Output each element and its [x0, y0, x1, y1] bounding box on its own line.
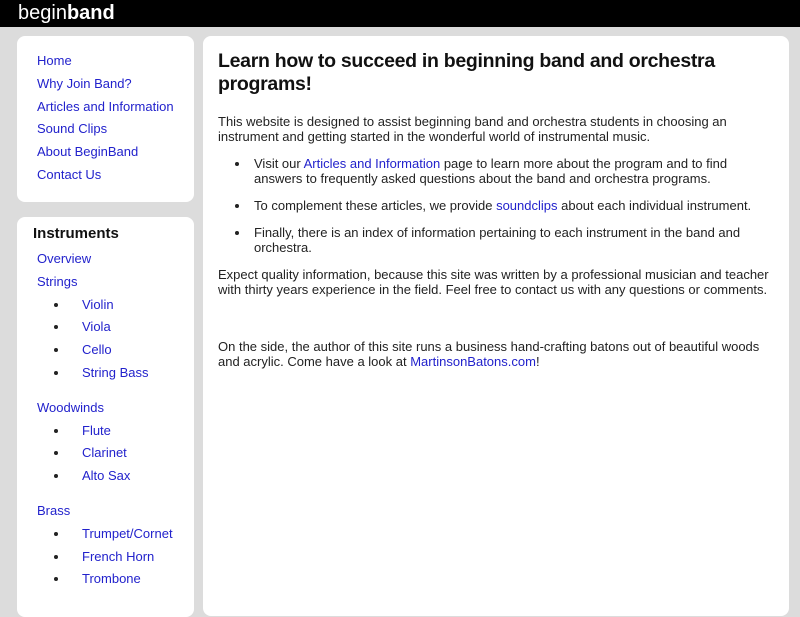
nav-home[interactable]: Home	[37, 53, 72, 68]
text: To complement these articles, we provide	[254, 198, 497, 213]
text: about each individual instrument.	[557, 198, 752, 213]
soundclips-link[interactable]: soundclips	[496, 198, 558, 213]
list-item	[69, 365, 194, 388]
nav-flute[interactable]: Flute	[82, 422, 111, 438]
nav-alto-sax[interactable]: Alto Sax	[82, 468, 131, 484]
nav-contact[interactable]: Contact Us	[37, 166, 102, 182]
list-item	[250, 198, 774, 213]
text: page to learn more about the program and to find answers to frequently asked questions about the band and orchestra programs.	[254, 156, 728, 186]
martinson-batons-link[interactable]: MartinsonBatons.com	[410, 354, 536, 369]
list-item	[69, 549, 194, 572]
text: !	[535, 354, 540, 369]
list-item	[69, 526, 194, 549]
list-item	[250, 225, 774, 255]
text: Visit our	[254, 156, 304, 171]
nav-strings[interactable]: Strings	[37, 273, 78, 289]
text: Finally, there is an index of information pertaining to each instrument in the band and orchestra.	[254, 225, 741, 255]
nav-viola[interactable]: Viola	[82, 319, 111, 335]
instruments-nav	[17, 217, 194, 617]
list-item	[69, 571, 194, 594]
intro-text: This website is designed to assist beginning band and orchestra students in choosing an instrument and getting started in the wonderful world of instrumental music.	[218, 114, 727, 144]
nav-violin[interactable]: Violin	[82, 296, 114, 312]
batons-text	[218, 339, 774, 369]
list-item	[69, 468, 194, 491]
instruments-heading: Instruments	[33, 225, 119, 242]
nav-trumpet[interactable]: Trumpet/Cornet	[82, 525, 173, 541]
main-nav	[17, 36, 194, 202]
logo[interactable]	[18, 2, 115, 24]
list-item	[69, 423, 194, 446]
nav-about[interactable]: About BeginBand	[37, 144, 139, 160]
quality-text: Expect quality information, because this site was written by a professional musician and teacher with thirty years experience in the field. Feel free to contact us with any questions or comments.	[218, 267, 769, 297]
nav-woodwinds[interactable]: Woodwinds	[37, 399, 104, 415]
main-content	[203, 36, 789, 616]
nav-cello[interactable]: Cello	[82, 342, 112, 358]
nav-string-bass[interactable]: String Bass	[82, 364, 149, 380]
nav-brass[interactable]: Brass	[37, 502, 71, 518]
logo-begin: begin	[18, 2, 67, 24]
articles-link[interactable]: Articles and Information	[303, 156, 441, 171]
text: On the side, the author of this site runs a business hand-crafting batons out of beautiful woods and acrylic. Come have a look at	[218, 339, 760, 369]
feature-list	[250, 156, 774, 255]
list-item	[250, 156, 774, 186]
woodwinds-list	[69, 423, 194, 491]
nav-trombone[interactable]: Trombone	[82, 571, 141, 587]
site-header	[0, 0, 800, 27]
brass-list	[69, 526, 194, 594]
nav-french-horn[interactable]: French Horn	[82, 548, 155, 564]
page-title: Learn how to succeed in beginning band and orchestra programs!	[218, 50, 715, 95]
nav-sound-clips[interactable]: Sound Clips	[37, 121, 108, 137]
list-item	[69, 445, 194, 468]
strings-list	[69, 297, 194, 388]
nav-overview[interactable]: Overview	[37, 251, 92, 266]
list-item	[69, 342, 194, 365]
list-item	[69, 319, 194, 342]
nav-articles[interactable]: Articles and Information	[37, 98, 174, 114]
logo-band: band	[66, 2, 115, 24]
list-item	[69, 297, 194, 320]
nav-clarinet[interactable]: Clarinet	[82, 445, 127, 461]
nav-why-join-band[interactable]: Why Join Band?	[37, 75, 132, 91]
